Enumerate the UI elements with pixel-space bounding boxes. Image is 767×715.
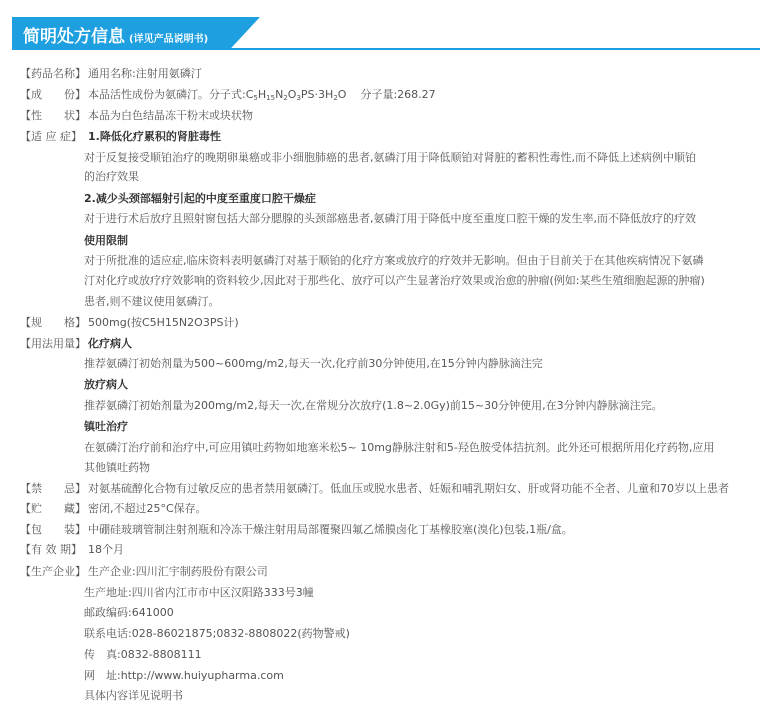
field-value: 本品为白色结晶冻干粉末或块状物 [88, 109, 253, 122]
field-value: 18个月 [88, 543, 124, 556]
field-label: 【生产企业】 [20, 565, 86, 578]
dosage-text: 推荐氨磷汀初始剂量为200mg/m2,每天一次,在常规分次放疗(1.8~2.0Gy)前15~30分钟使用,在3分钟内静脉滴注完。 [84, 399, 663, 412]
manufacturer-website[interactable]: 网 址:http://www.huiyupharma.com [84, 669, 284, 682]
field-label: 【贮 藏】 [20, 502, 86, 515]
manufacturer-address: 生产地址:四川省内江市市中区汉阳路333号3幢 [84, 586, 314, 599]
field-manufacturer [20, 564, 268, 580]
section-title-text: 简明处方信息 [23, 27, 125, 47]
field-value: 密闭,不超过25°C保存。 [88, 502, 207, 515]
field-value: 中硼硅玻璃管制注射剂瓶和冷冻干燥注射用局部覆聚四氟乙烯膜卤化丁基橡胶塞(溴化)包装,1瓶/盒。 [88, 523, 573, 536]
field-label: 【包 装】 [20, 523, 86, 536]
indication-heading-2: 2.减少头颈部辐射引起的中度至重度口腔干燥症 [84, 192, 316, 205]
field-label: 【药品名称】 [20, 67, 86, 80]
molecular-weight: 分子量:268.27 [360, 88, 436, 101]
indication-text: 的治疗效果 [84, 170, 139, 183]
field-label: 【适 应 症】 [20, 130, 82, 143]
field-value: 对氨基硫醇化合物有过敏反应的患者禁用氨磷汀。低血压或脱水患者、妊娠和哺乳期妇女、肝或肾功能不全者、儿童和70岁以上患者 [88, 482, 729, 495]
field-spec [20, 315, 239, 331]
dosage-text: 在氨磷汀治疗前和治疗中,可应用镇吐药物如地塞米松5~ 10mg静脉注射和5-羟色胺受体拮抗剂。此外还可根据所用化疗药物,应用 [84, 441, 715, 454]
field-label: 【用法用量】 [20, 337, 86, 350]
indication-text: 患者,则不建议使用氨磷汀。 [84, 295, 220, 308]
field-label: 【成 份】 [20, 88, 86, 101]
field-label: 【规 格】 [20, 316, 86, 329]
field-value: 通用名称:注射用氨磷汀 [88, 67, 202, 80]
indication-text: 对于所批准的适应症,临床资料表明氨磷汀对基于顺铂的化疗方案或放疗的疗效并无影响。但由于目前关于在其他疾病情况下氨磷 [84, 254, 704, 267]
indication-text: 对于进行术后放疗且照射窗包括大部分腮腺的头颈部癌患者,氨磷汀用于降低中度至重度口腔干燥的发生率,而不降低放疗的疗效 [84, 212, 696, 225]
indication-heading-3: 使用限制 [84, 234, 128, 247]
indication-text: 对于反复接受顺铂治疗的晚期卵巢癌或非小细胞肺癌的患者,氨磷汀用于降低顺铂对肾脏的蓄积性毒性,而不降低上述病例中顺铂 [84, 151, 696, 164]
field-appearance [20, 108, 253, 124]
indication-text: 汀对化疗或放疗疗效影响的资料较少,因此对于那些化、放疗可以产生显著治疗效果或治愈的肿瘤(例如:某些生殖细胞起源的肿瘤) [84, 274, 705, 287]
manufacturer-fax: 传 真:0832-8808111 [84, 648, 202, 661]
field-indications [20, 129, 221, 145]
manufacturer-note: 具体内容详见说明书 [84, 689, 183, 702]
field-package [20, 522, 573, 538]
field-label: 【禁 忌】 [20, 482, 86, 495]
field-value: 500mg(按C5H15N2O3PS计) [88, 316, 239, 329]
field-label: 【有 效 期】 [20, 543, 82, 556]
field-name [20, 66, 202, 82]
manufacturer-phone: 联系电话:028-86021875;0832-8808022(药物警戒) [84, 627, 350, 640]
field-value: 本品活性成份为氨磷汀。分子式: [88, 88, 246, 101]
dosage-heading-3: 镇吐治疗 [84, 420, 128, 433]
section-subtitle: (详见产品说明书) [129, 34, 209, 45]
field-dosage [20, 336, 132, 352]
field-contraindications [20, 481, 729, 497]
dosage-text: 推荐氨磷汀初始剂量为500~600mg/m2,每天一次,化疗前30分钟使用,在15分钟内静脉滴注完 [84, 357, 543, 370]
indication-heading-1: 1.降低化疗累积的肾脏毒性 [88, 130, 221, 143]
dosage-heading-2: 放疗病人 [84, 378, 128, 391]
dosage-text: 其他镇吐药物 [84, 461, 150, 474]
field-label: 【性 状】 [20, 109, 86, 122]
manufacturer-zip: 邮政编码:641000 [84, 606, 174, 619]
molecular-formula: $C_5H_{15}N_2O_3PS\cdot 3H_2O$ [245, 88, 347, 102]
field-ingredient [20, 87, 436, 103]
field-validity [20, 542, 124, 558]
dosage-heading-1: 化疗病人 [88, 337, 132, 350]
field-storage [20, 501, 207, 517]
manufacturer-company: 生产企业:四川汇宇制药股份有限公司 [88, 565, 268, 578]
